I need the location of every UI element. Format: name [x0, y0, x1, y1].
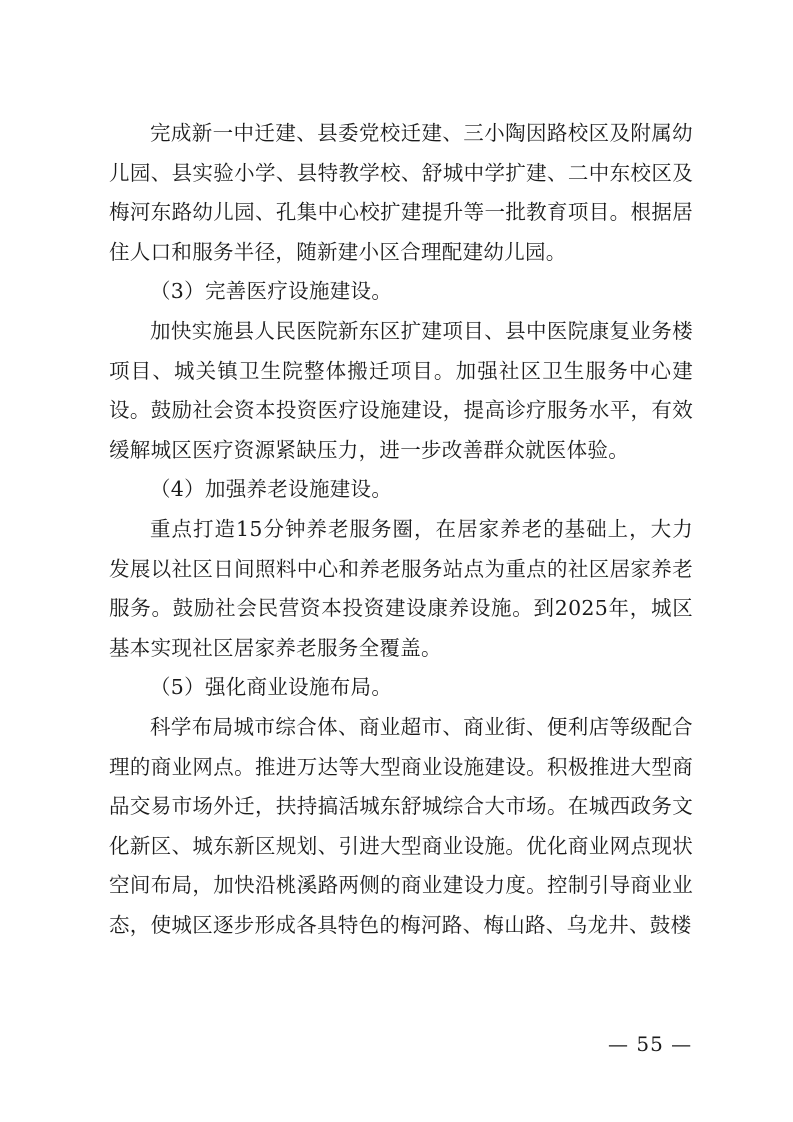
page-number: — 55 —: [608, 1032, 693, 1056]
document-body: [109, 114, 693, 945]
heading-elderly-care-facilities: （4）加强养老设施建设。: [150, 477, 393, 502]
paragraph-medical-projects: 加快实施县人民医院新东区扩建项目、县中医院康复业务楼项目、城关镇卫生院整体搬迁项目。加强社区卫生服务中心建设。鼓励社会资本投资医疗设施建设，提高诊疗服务水平，有效缓解城区医疗资源紧缺压力，进一步改善群众就医体验。: [109, 318, 693, 462]
paragraph-education-projects: 完成新一中迁建、县委党校迁建、三小陶因路校区及附属幼儿园、县实验小学、县特教学校、舒城中学扩建、二中东校区及梅河东路幼儿园、孔集中心校扩建提升等一批教育项目。根据居住人口和服务半径，随新建小区合理配建幼儿园。: [109, 121, 693, 264]
heading-medical-facilities: （3）完善医疗设施建设。: [150, 279, 393, 304]
paragraph-commercial-layout: 科学布局城市综合体、商业超市、商业街、便利店等级配合理的商业网点。推进万达等大型商业设施建设。积极推进大型商品交易市场外迁，扶持搞活城东舒城综合大市场。在城西政务文化新区、城东新区规划、引进大型商业设施。优化商业网点现状空间布局，加快沿桃溪路两侧的商业建设力度。控制引导商业业态，使城区逐步形成各具特色的梅河路、梅山路、乌龙井、鼓楼: [109, 714, 693, 937]
heading-commercial-facilities: （5）强化商业设施布局。: [150, 675, 393, 700]
paragraph-elderly-care: 重点打造15分钟养老服务圈，在居家养老的基础上，大力发展以社区日间照料中心和养老服务站点为重点的社区居家养老服务。鼓励社会民营资本投资建设康养设施。到2025年，城区基本实现社区居家养老服务全覆盖。: [109, 516, 693, 660]
